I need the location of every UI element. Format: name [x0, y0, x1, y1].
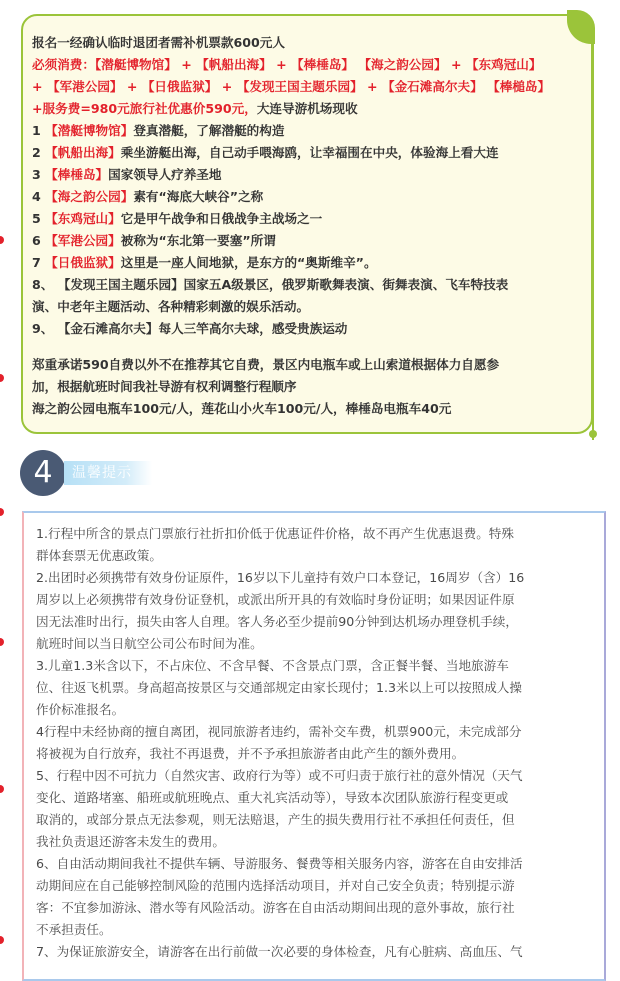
- attraction-item: [32, 186, 581, 208]
- attraction-item-8: 8、 【发现王国主题乐园】国家五A级景区，俄罗斯歌舞表演、街舞表演、飞车特技表: [32, 277, 509, 292]
- required-item-segment: +: [217, 79, 237, 94]
- attraction-description: 国家领导人疗养圣地: [108, 167, 222, 182]
- tip-line: 位、往返飞机票。身高超高按景区与交通部规定由家长现付；1.3米以上可以按照成人操: [36, 680, 522, 695]
- tip-line: 变化、道路堵塞、船班或航班晚点、重大礼宾活动等），导致本次团队旅游行程变更或: [36, 790, 509, 805]
- section-number-badge: 4: [20, 450, 66, 496]
- attraction-description: 素有“海底大峡谷”之称: [133, 189, 264, 204]
- required-item-segment: +: [362, 79, 382, 94]
- tip-line: 将被视为自行放弃，我社不再退费，并不予承担旅游者由此产生的额外费用。: [36, 746, 465, 761]
- attraction-number: 2: [32, 145, 46, 160]
- guide-collect-note: 大连导游机场现收: [256, 101, 358, 116]
- attraction-item: [32, 230, 581, 252]
- itinerary-card: [21, 14, 593, 434]
- tip-line: 我社负责退还游客未发生的费用。: [36, 834, 225, 849]
- edge-dot: [0, 936, 4, 944]
- attraction-name: 【东鸡冠山】: [45, 211, 121, 226]
- attraction-number: 3: [32, 167, 46, 182]
- required-item-segment: 【军港公园】: [46, 79, 123, 94]
- section-title: 温馨提示: [72, 465, 132, 481]
- attraction-number: 4: [32, 189, 46, 204]
- service-fee-price: +服务费=980元旅行社优惠价590元，: [32, 101, 257, 116]
- attraction-item: [32, 252, 581, 274]
- required-item-segment: 【海之韵公园】: [358, 57, 447, 72]
- attraction-item: [32, 208, 581, 230]
- required-item-segment: +: [122, 79, 142, 94]
- required-item-segment: 【帆船出海】: [196, 57, 272, 72]
- tip-line: 2.出团时必须携带有效身份证原件，16岁以下儿童持有效户口本登记，16周岁（含）16: [36, 570, 525, 585]
- tip-line: 动期间应在自己能够控制风险的范围内选择活动项目，并对自己安全负责；特别提示游: [36, 878, 515, 893]
- required-item-segment: 【棒棰岛】: [291, 57, 355, 72]
- tip-line: 因无法准时出行，损失由客人自理。客人务必至少提前90分钟到达机场办理登机手续，: [36, 614, 518, 629]
- promise-text-cont: 加，根据航班时间我社导游有权利调整行程顺序: [32, 379, 297, 394]
- attraction-item: [32, 164, 581, 186]
- tip-line: 不承担责任。: [36, 922, 112, 937]
- attraction-number: 1: [32, 123, 46, 138]
- required-item-segment: +: [32, 79, 47, 94]
- attraction-number: 7: [32, 255, 46, 270]
- required-item-segment: 必须消费：: [32, 57, 95, 72]
- required-item-segment: 【日俄监狱】: [141, 79, 218, 94]
- tip-line: 3.儿童1.3米含以下，不占床位、不含早餐、不含景点门票，含正餐半餐、当地旅游车: [36, 658, 509, 673]
- card-stem-decoration: [592, 40, 594, 440]
- attraction-item-9: 9、 【金石滩高尔夫】每人三竿高尔夫球，感受贵族运动: [32, 321, 348, 336]
- attraction-name: 【军港公园】: [45, 233, 121, 248]
- attraction-description: 登真潜艇，了解潜艇的构造: [133, 123, 285, 138]
- required-item-segment: 【潜艇博物馆】: [94, 57, 177, 72]
- required-items-line-1: [32, 54, 581, 76]
- required-item-segment: +: [446, 57, 466, 72]
- tip-line: 6、自由活动期间我社不提供车辆、导游服务、餐费等相关服务内容，游客在自由安排活: [36, 856, 523, 871]
- attraction-number: 5: [32, 211, 46, 226]
- tip-line: 客：不宜参加游泳、潜水等有风险活动。游客在自由活动期间出现的意外事故，旅行社: [36, 900, 515, 915]
- required-item-segment: 【东鸡冠山】: [465, 57, 542, 72]
- attraction-description: 它是甲午战争和日俄战争主战场之一: [120, 211, 323, 226]
- attraction-name: 【棒棰岛】: [45, 167, 109, 182]
- attraction-item: [32, 142, 581, 164]
- attraction-number: 6: [32, 233, 46, 248]
- edge-dot: [0, 638, 4, 646]
- required-item-segment: +: [271, 57, 292, 72]
- required-item-segment: 【金石滩高尔夫】: [381, 79, 483, 94]
- attraction-name: 【日俄监狱】: [45, 255, 121, 270]
- attraction-name: 【帆船出海】: [45, 145, 121, 160]
- tip-line: 群体套票无优惠政策。: [36, 548, 162, 563]
- tip-line: 周岁以上必须携带有效身份证登机，或派出所开具的有效临时身份证明；如果因证件原: [36, 592, 515, 607]
- tip-line: 取消的，或部分景点无法参观，则无法赔退，产生的损失费用行社不承担任何责任，但: [36, 812, 515, 827]
- edge-dot: [0, 508, 4, 516]
- tip-line: 作价标准报名。: [36, 702, 125, 717]
- attraction-description: 被称为“东北第一要塞”所谓: [120, 233, 276, 248]
- required-item-segment: 【发现王国主题乐园】: [236, 79, 363, 94]
- promise-text: 郑重承诺590自费以外不在推荐其它自费，景区内电瓶车或上山索道根据体力自愿参: [32, 357, 500, 372]
- edge-dot: [0, 785, 4, 793]
- optional-prices: 海之韵公园电瓶车100元/人，莲花山小火车100元/人，棒棰岛电瓶车40元: [32, 401, 452, 416]
- edge-dot: [0, 374, 4, 382]
- tip-line: 4行程中未经协商的擅自离团，视同旅游者违约，需补交车费，机票900元，未完成部分: [36, 724, 522, 739]
- attraction-item-8-cont: 演、中老年主题活动、各种精彩刺激的娱乐活动。: [32, 299, 310, 314]
- attraction-name: 【潜艇博物馆】: [45, 123, 134, 138]
- service-fee-line: [32, 98, 581, 120]
- card-corner-dot: [589, 430, 597, 438]
- attraction-name: 【海之韵公园】: [45, 189, 134, 204]
- attraction-description: 这里是一座人间地狱，是东方的“奥斯维辛”。: [120, 255, 377, 270]
- tip-line: 航班时间以当日航空公司公布时间为准。: [36, 636, 263, 651]
- attraction-description: 乘坐游艇出海，自己动手喂海鸥，让幸福围在中央，体验海上看大连: [120, 145, 499, 160]
- required-item-segment: +: [176, 57, 197, 72]
- edge-dot: [0, 236, 4, 244]
- tip-line: 5、行程中因不可抗力（自然灾害、政府行为等）或不可归责于旅行社的意外情况（天气: [36, 768, 523, 783]
- travel-tips-box: [22, 511, 606, 981]
- tip-line: 1.行程中所含的景点门票旅行社折扣价低于优惠证件价格，故不再产生优惠退费。特殊: [36, 526, 514, 541]
- attraction-item: [32, 120, 581, 142]
- required-items-line-2: [32, 76, 581, 98]
- refund-notice: 报名一经确认临时退团者需补机票款600元人: [32, 35, 285, 50]
- attraction-list: [32, 120, 581, 274]
- required-item-segment: 【棒槌岛】: [487, 79, 551, 94]
- tip-line: 7、为保证旅游安全，请游客在出行前做一次必要的身体检查，凡有心脏病、高血压、气: [36, 944, 523, 959]
